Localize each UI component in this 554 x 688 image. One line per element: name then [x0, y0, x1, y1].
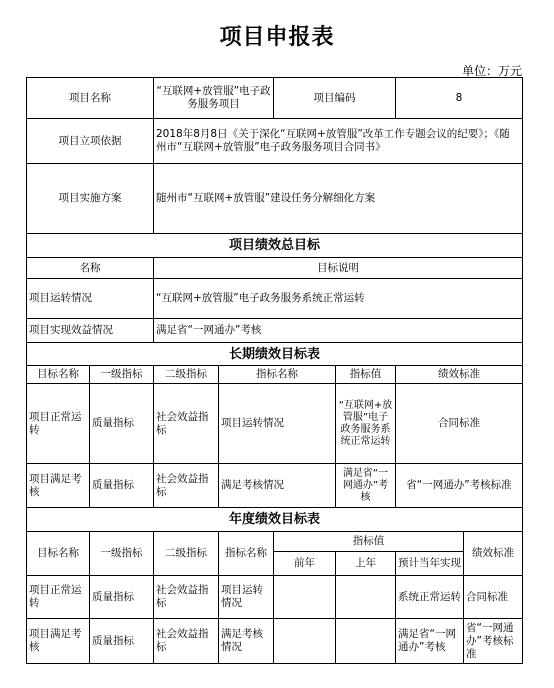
longterm-l1: 质量指标 [90, 384, 154, 464]
page-title: 项目申报表 [219, 24, 335, 50]
annual-expected: 满足省“一网通办”考核 [396, 619, 464, 664]
table-row [27, 464, 523, 508]
annual-goals-heading: 年度绩效目标表 [27, 508, 523, 532]
annual-prev [274, 576, 336, 619]
annual-target: 项目正常运转 [27, 576, 90, 619]
longterm-header-target: 目标名称 [27, 366, 90, 384]
overall-col-desc: 目标说明 [154, 258, 523, 279]
longterm-standard: 省“一网通办”考核标准 [396, 464, 523, 508]
overall-row-desc: “互联网+放管服”电子政务服务系统正常运转 [154, 279, 523, 319]
annual-last [336, 576, 396, 619]
annual-prev [274, 619, 336, 664]
annual-l1: 质量指标 [90, 619, 154, 664]
longterm-standard: 合同标准 [396, 384, 523, 464]
longterm-goals-heading: 长期绩效目标表 [27, 343, 523, 366]
longterm-header-value: 指标值 [336, 366, 396, 384]
project-code-label: 项目编码 [274, 78, 396, 119]
longterm-target: 项目正常运转 [27, 384, 90, 464]
annual-header-standard: 绩效标准 [464, 532, 523, 576]
longterm-target: 项目满足考核 [27, 464, 90, 508]
longterm-header-name: 指标名称 [219, 366, 336, 384]
annual-header-l1: 一级指标 [90, 532, 154, 576]
longterm-header-standard: 绩效标准 [396, 366, 523, 384]
annual-header-l2: 二级指标 [154, 532, 219, 576]
project-application-table [26, 77, 523, 664]
longterm-header-l1: 一级指标 [90, 366, 154, 384]
annual-expected: 系统正常运转 [396, 576, 464, 619]
project-code-value: 8 [396, 78, 523, 119]
overall-row-desc: 满足省“一网通办”考核 [154, 319, 523, 343]
longterm-indicator-value: “互联网+放管服”电子政务服务系统正常运转 [336, 384, 396, 464]
annual-header-last: 上年 [336, 552, 396, 576]
annual-header-name: 指标名称 [219, 532, 274, 576]
project-name-label: 项目名称 [27, 78, 154, 119]
overall-row-name: 项目运转情况 [27, 279, 154, 319]
annual-header-target: 目标名称 [27, 532, 90, 576]
project-plan-value: 随州市“互联网+放管服”建设任务分解细化方案 [154, 164, 523, 234]
project-name-value: “互联网+放管服”电子政务服务项目 [154, 78, 274, 119]
annual-standard: 合同标准 [464, 576, 523, 619]
overall-col-name: 名称 [27, 258, 154, 279]
longterm-l1: 质量指标 [90, 464, 154, 508]
overall-row-name: 项目实现效益情况 [27, 319, 154, 343]
annual-header-expected: 预计当年实现 [396, 552, 464, 576]
overall-goals-heading: 项目绩效总目标 [27, 234, 523, 258]
longterm-l2: 社会效益指标 [154, 384, 219, 464]
table-row [27, 576, 523, 619]
unit-label: 单位：万元 [461, 64, 522, 78]
longterm-header-l2: 二级指标 [154, 366, 219, 384]
annual-header-prev: 前年 [274, 552, 336, 576]
table-row [27, 619, 523, 664]
longterm-indicator-name: 项目运转情况 [219, 384, 336, 464]
longterm-l2: 社会效益指标 [154, 464, 219, 508]
longterm-indicator-name: 满足考核情况 [219, 464, 336, 508]
project-basis-label: 项目立项依据 [27, 119, 154, 164]
annual-target: 项目满足考核 [27, 619, 90, 664]
annual-indicator-name: 满足考核情况 [219, 619, 274, 664]
annual-header-value: 指标值 [274, 532, 464, 552]
annual-last [336, 619, 396, 664]
annual-indicator-name: 项目运转情况 [219, 576, 274, 619]
project-basis-value: 2018年8月8日《关于深化“互联网+放管服”改革工作专题会议的纪要》；《随州市“互联网+放管服”电子政务服务项目合同书》 [154, 119, 523, 164]
project-plan-label: 项目实施方案 [27, 164, 154, 234]
annual-l2: 社会效益指标 [154, 576, 219, 619]
annual-standard: 省“一网通办”考核标准 [464, 619, 523, 664]
annual-l2: 社会效益指标 [154, 619, 219, 664]
table-row [27, 384, 523, 464]
longterm-indicator-value: 满足省“一网通办”考核 [336, 464, 396, 508]
annual-l1: 质量指标 [90, 576, 154, 619]
